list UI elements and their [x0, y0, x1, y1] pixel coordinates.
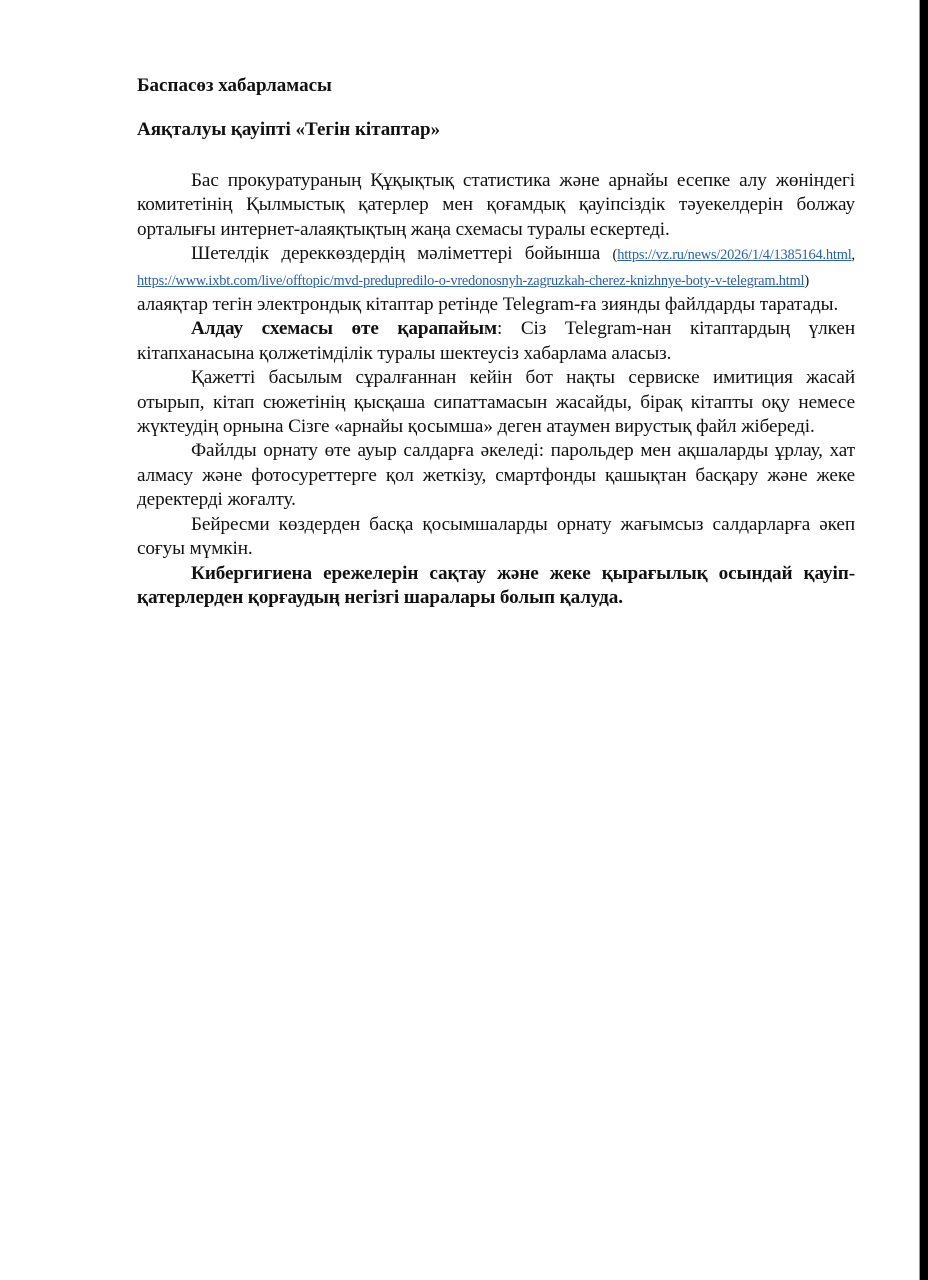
- source-link-ixbt[interactable]: https://www.ixbt.com/live/offtopic/mvd-predupredilo-o-vredonosnyh-zagruzkah-cherez-knizhnye-boty-v-telegram.html: [137, 272, 805, 289]
- close-paren: ): [804, 272, 810, 289]
- paragraph-5: Файлды орнату өте ауыр салдарға әкеледі: парольдер мен ақшаларды ұрлау, хат алмасу және фотосуреттерге қол жеткізу, смартфонды қашықтан басқару және жеке деректерді жоғалту.: [137, 440, 855, 511]
- open-paren: (: [612, 247, 618, 264]
- paragraph-3-rest: : Сіз Telegram-нан кітаптардың үлкен кітапханасына қолжетімділік туралы шектеусіз хабарлама аласыз.: [137, 318, 855, 364]
- document-subtitle: Аяқталуы қауіпті «Тегін кітаптар»: [137, 119, 441, 140]
- document-body: [137, 74, 855, 610]
- paragraph-3: [137, 317, 855, 366]
- link-separator: ,: [851, 247, 855, 264]
- paragraph-7-conclusion: Кибергигиена ережелерін сақтау және жеке қырағылық осындай қауіп-қатерлерден қорғаудың негізгі шаралары болып қалуда.: [137, 562, 855, 608]
- paragraph-2-tail: алаяқтар тегін электрондық кітаптар ретінде Telegram-ға зиянды файлдарды таратады.: [137, 294, 839, 316]
- paragraph-2: [137, 242, 855, 317]
- source-link-vz[interactable]: https://vz.ru/news/2026/1/4/1385164.html: [617, 247, 852, 264]
- paragraph-2-lead: Шетелдік дереккөздердің мәліметтері бойынша: [191, 243, 613, 265]
- document-title: Баспасөз хабарламасы: [137, 75, 332, 96]
- scheme-lead: Алдау схемасы өте қарапайым: [191, 318, 497, 340]
- paragraph-6: Бейресми көздерден басқа қосымшаларды орнату жағымсыз салдарларға әкеп соғуы мүмкін.: [137, 513, 855, 560]
- paragraph-4: Қажетті басылым сұралғаннан кейін бот нақты сервиске имитиция жасай отырып, кітап сюжетінің қысқаша сипаттамасын жасайды, бірақ кітапты оқу немесе жүктеудің орнына Сізге «арнайы қосымша» деген атаумен вирустық файл жібереді.: [137, 367, 855, 438]
- paragraph-1: Бас прокуратураның Құқықтық статистика және арнайы есепке алу жөніндегі комитетінің Қылмыстық қатерлер мен қоғамдық қауіпсіздік тәуекелдерін болжау орталығы интернет-алаяқтықтың жаңа схемасы туралы ескертеді.: [137, 170, 855, 240]
